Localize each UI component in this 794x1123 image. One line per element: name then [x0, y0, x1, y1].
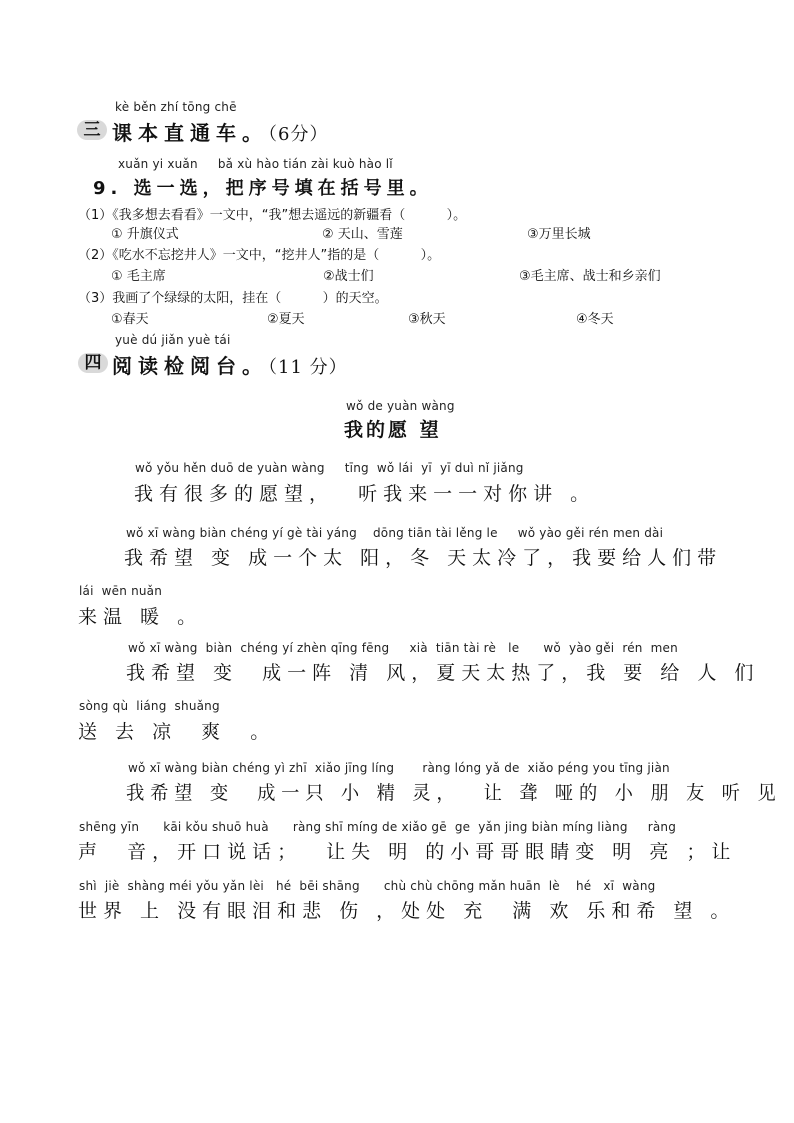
passage-line5-text: 送 去 凉 爽 。	[78, 721, 276, 743]
section3-pinyin: kè běn zhí tōng chē	[115, 100, 237, 114]
passage-line6-pinyin: wǒ xī wàng biàn chéng yì zhī xiǎo jīng líng ràng lóng yǎ de xiǎo péng you tīng jiàn	[128, 761, 670, 775]
passage-line8-text: 世界 上 没有眼泪和悲 伤 ，处处 充 满 欢 乐和希 望 。	[78, 900, 736, 922]
section4-score: （11 分）	[268, 357, 348, 378]
section4-badge: 四	[78, 353, 108, 373]
passage-line7-pinyin: shēng yīn kāi kǒu shuō huà ràng shī míng de xiǎo gē ge yǎn jing biàn míng liàng ràng	[79, 820, 677, 834]
q9-item1-option3: ③万里长城	[527, 227, 591, 242]
q9-item3-option2: ②夏天	[267, 312, 305, 327]
passage-line6-text: 我希望 变 成一只 小 精 灵， 让 聋 哑的 小 朋 友 听 见	[126, 782, 782, 804]
q9-title: 9. 选一选，把序号填在括号里。	[93, 178, 433, 199]
passage-line8-pinyin: shì jiè shàng méi yǒu yǎn lèi hé bēi shāng chù chù chōng mǎn huān lè hé xī wàng	[79, 879, 656, 893]
passage-title: 我的愿 望	[344, 419, 442, 441]
passage-line3-pinyin: lái wēn nuǎn	[79, 584, 163, 598]
section3-title: 课本直通车。	[112, 121, 268, 145]
section4-heading	[112, 350, 348, 379]
passage-line4-text: 我希望 变 成一阵 清 风，夏天太热了，我 要 给 人 们	[126, 662, 760, 684]
section3-heading	[112, 117, 328, 146]
passage-line4-pinyin: wǒ xī wàng biàn chéng yí zhèn qīng fēng xià tiān tài rè le wǒ yào gěi rén men	[128, 641, 678, 655]
passage-line7-text: 声 音，开口说话； 让失 明 的小哥哥眼睛变 明 亮 ；让	[78, 841, 737, 863]
q9-item3-option1: ①春天	[111, 312, 149, 327]
section4-title: 阅读检阅台。	[112, 354, 268, 378]
q9-item1-option1: ① 升旗仪式	[111, 227, 179, 242]
q9-item3-stem: （3）我画了个绿绿的太阳，挂在（ ）的天空。	[78, 291, 388, 306]
q9-item2-option1: ① 毛主席	[111, 269, 166, 284]
passage-line3-text: 来温 暖 。	[78, 606, 203, 628]
q9-item2-option2: ②战士们	[323, 269, 374, 284]
q9-item3-option4: ④冬天	[576, 312, 614, 327]
passage-line1-text: 我有很多的愿望， 听我来一一对你讲 。	[134, 483, 596, 505]
passage-line2-text: 我希望 变 成一个太 阳，冬 天太冷了，我要给人们带	[124, 547, 723, 569]
passage-line5-pinyin: sòng qù liáng shuǎng	[79, 699, 220, 713]
passage-line1-pinyin: wǒ yǒu hěn duō de yuàn wàng tīng wǒ lái yī yī duì nǐ jiǎng	[135, 461, 524, 475]
q9-item2-option3: ③毛主席、战士和乡亲们	[519, 269, 661, 284]
section4-pinyin: yuè dú jiǎn yuè tái	[115, 333, 231, 347]
passage-title-pinyin: wǒ de yuàn wàng	[346, 399, 455, 413]
q9-item1-option2: ② 天山、雪莲	[322, 227, 403, 242]
q9-pinyin: xuǎn yi xuǎn bǎ xù hào tián zài kuò hào lǐ	[118, 157, 393, 171]
section3-score: （6分）	[268, 124, 329, 145]
section3-badge: 三	[77, 120, 107, 140]
passage-line2-pinyin: wǒ xī wàng biàn chéng yí gè tài yáng dōng tiān tài lěng le wǒ yào gěi rén men dài	[126, 526, 664, 540]
q9-item2-stem: （2）《吃水不忘挖井人》一文中，“挖井人”指的是（ ）。	[78, 248, 441, 263]
q9-item3-option3: ③秋天	[408, 312, 446, 327]
q9-item1-stem: （1）《我多想去看看》一文中，“我”想去遥远的新疆看（ ）。	[78, 208, 467, 223]
